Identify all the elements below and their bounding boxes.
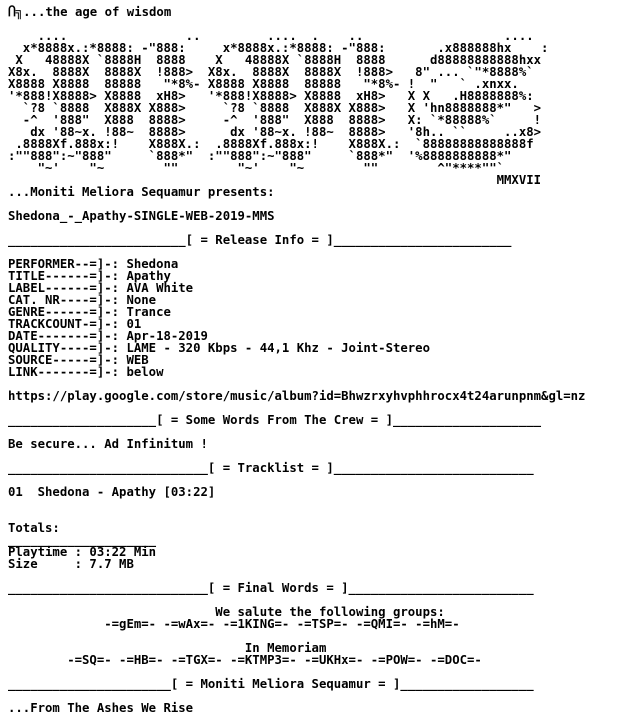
nfo-line: X 48888X `8888H 8888 X 48888X `8888H 8888 d88888888888hxx [8, 53, 542, 67]
nfo-line: ______________________[ = Moniti Meliora Sequamur = ]__________________ [8, 677, 534, 691]
nfo-line: .... .. .... . .. .... [8, 29, 534, 43]
nfo-line: "~' "~ "" "~' "~ "" ^"****""` [8, 161, 505, 175]
nfo-line: TITLE------=]-: Apathy [8, 269, 171, 283]
nfo-line: DATE-------=]-: Apr-18-2019 [8, 329, 208, 343]
nfo-line: We salute the following groups: [8, 605, 445, 619]
nfo-line [8, 510, 585, 522]
nfo-line: 01 Shedona - Apathy [03:22] [8, 485, 216, 499]
nfo-line: X8888 X8888 88888 "*8%- X8888 X8888 88888 "*8%- ! " ` .xnxx. [8, 77, 519, 91]
nfo-line: ...From The Ashes We Rise [8, 701, 194, 715]
nfo-line: dx '88~x. !88~ 8888> dx '88~x. !88~ 8888> '8h.. `` ..x8> [8, 125, 542, 139]
nfo-line: ____________________ [8, 533, 157, 547]
nfo-line: Be secure... Ad Infinitum ! [8, 437, 208, 451]
nfo-line: `?8 `8888 X888X X888> `?8 `8888 X888X X888> X 'hn8888888*" > [8, 101, 542, 115]
nfo-line: Playtime : 03:22 Min [8, 545, 157, 559]
nfo-line: X8x. 8888X 8888X !888> X8x. 8888X 8888X !888> 8" ... `"*8888%` [8, 65, 534, 79]
nfo-line: Totals: [8, 521, 60, 535]
nfo-line [8, 498, 585, 510]
nfo-line: In Memoriam [8, 641, 327, 655]
nfo-line: GENRE------=]-: Trance [8, 305, 171, 319]
nfo-line: :""888":~"888" `888*" :""888":~"888" `888*" '%8888888888*" [8, 149, 512, 163]
nfo-line: ___________________________[ = Tracklist = ]___________________________ [8, 461, 534, 475]
nfo-line: LABEL------=]-: AVA White [8, 281, 194, 295]
nfo-line: Ⴖ╗...the age of wisdom [8, 5, 172, 19]
nfo-text-document [8, 6, 585, 714]
nfo-line: -=SQ=- -=HB=- -=TGX=- -=KTMP3=- -=UKHx=- -=POW=- -=DOC=- [8, 653, 482, 667]
nfo-line: ____________________[ = Some Words From The Crew = ]____________________ [8, 413, 542, 427]
nfo-line: MMXVII [8, 173, 542, 187]
nfo-line: TRACKCOUNT-=]-: 01 [8, 317, 142, 331]
nfo-line: CAT. NR----=]-: None [8, 293, 157, 307]
nfo-line: x*8888x.:*8888: -"888: x*8888x.:*8888: -"888: .x888888hx : [8, 41, 549, 55]
nfo-line: LINK-------=]-: below [8, 365, 164, 379]
nfo-line: https://play.google.com/store/music/album?id=Bhwzrxyhvphhrocx4t24arunpnm&gl=nz [8, 389, 586, 403]
nfo-line: PERFORMER--=]-: Shedona [8, 257, 179, 271]
nfo-line: .8888Xf.888x:! X888X.: .8888Xf.888x:! X888X.: `88888888888888f [8, 137, 534, 151]
nfo-line: Shedona_-_Apathy-SINGLE-WEB-2019-MMS [8, 209, 275, 223]
nfo-line: -^ '888" X888 8888> -^ '888" X888 8888> X: `*88888%` ! [8, 113, 542, 127]
nfo-line: -=gEm=- -=wAx=- -=1KING=- -=TSP=- -=QMI=- -=hM=- [8, 617, 460, 631]
nfo-line: ...Moniti Meliora Sequamur presents: [8, 185, 275, 199]
nfo-line: ___________________________[ = Final Words = ]_________________________ [8, 581, 534, 595]
nfo-line: '*888!X8888> X8888 xH8> '*888!X8888> X8888 xH8> X X .H8888888%: [8, 89, 534, 103]
nfo-line: QUALITY----=]-: LAME - 320 Kbps - 44,1 Khz - Joint-Stereo [8, 341, 430, 355]
nfo-line: Size : 7.7 MB [8, 557, 134, 571]
nfo-line: ________________________[ = Release Info = ]________________________ [8, 233, 512, 247]
nfo-line: SOURCE-----=]-: WEB [8, 353, 149, 367]
